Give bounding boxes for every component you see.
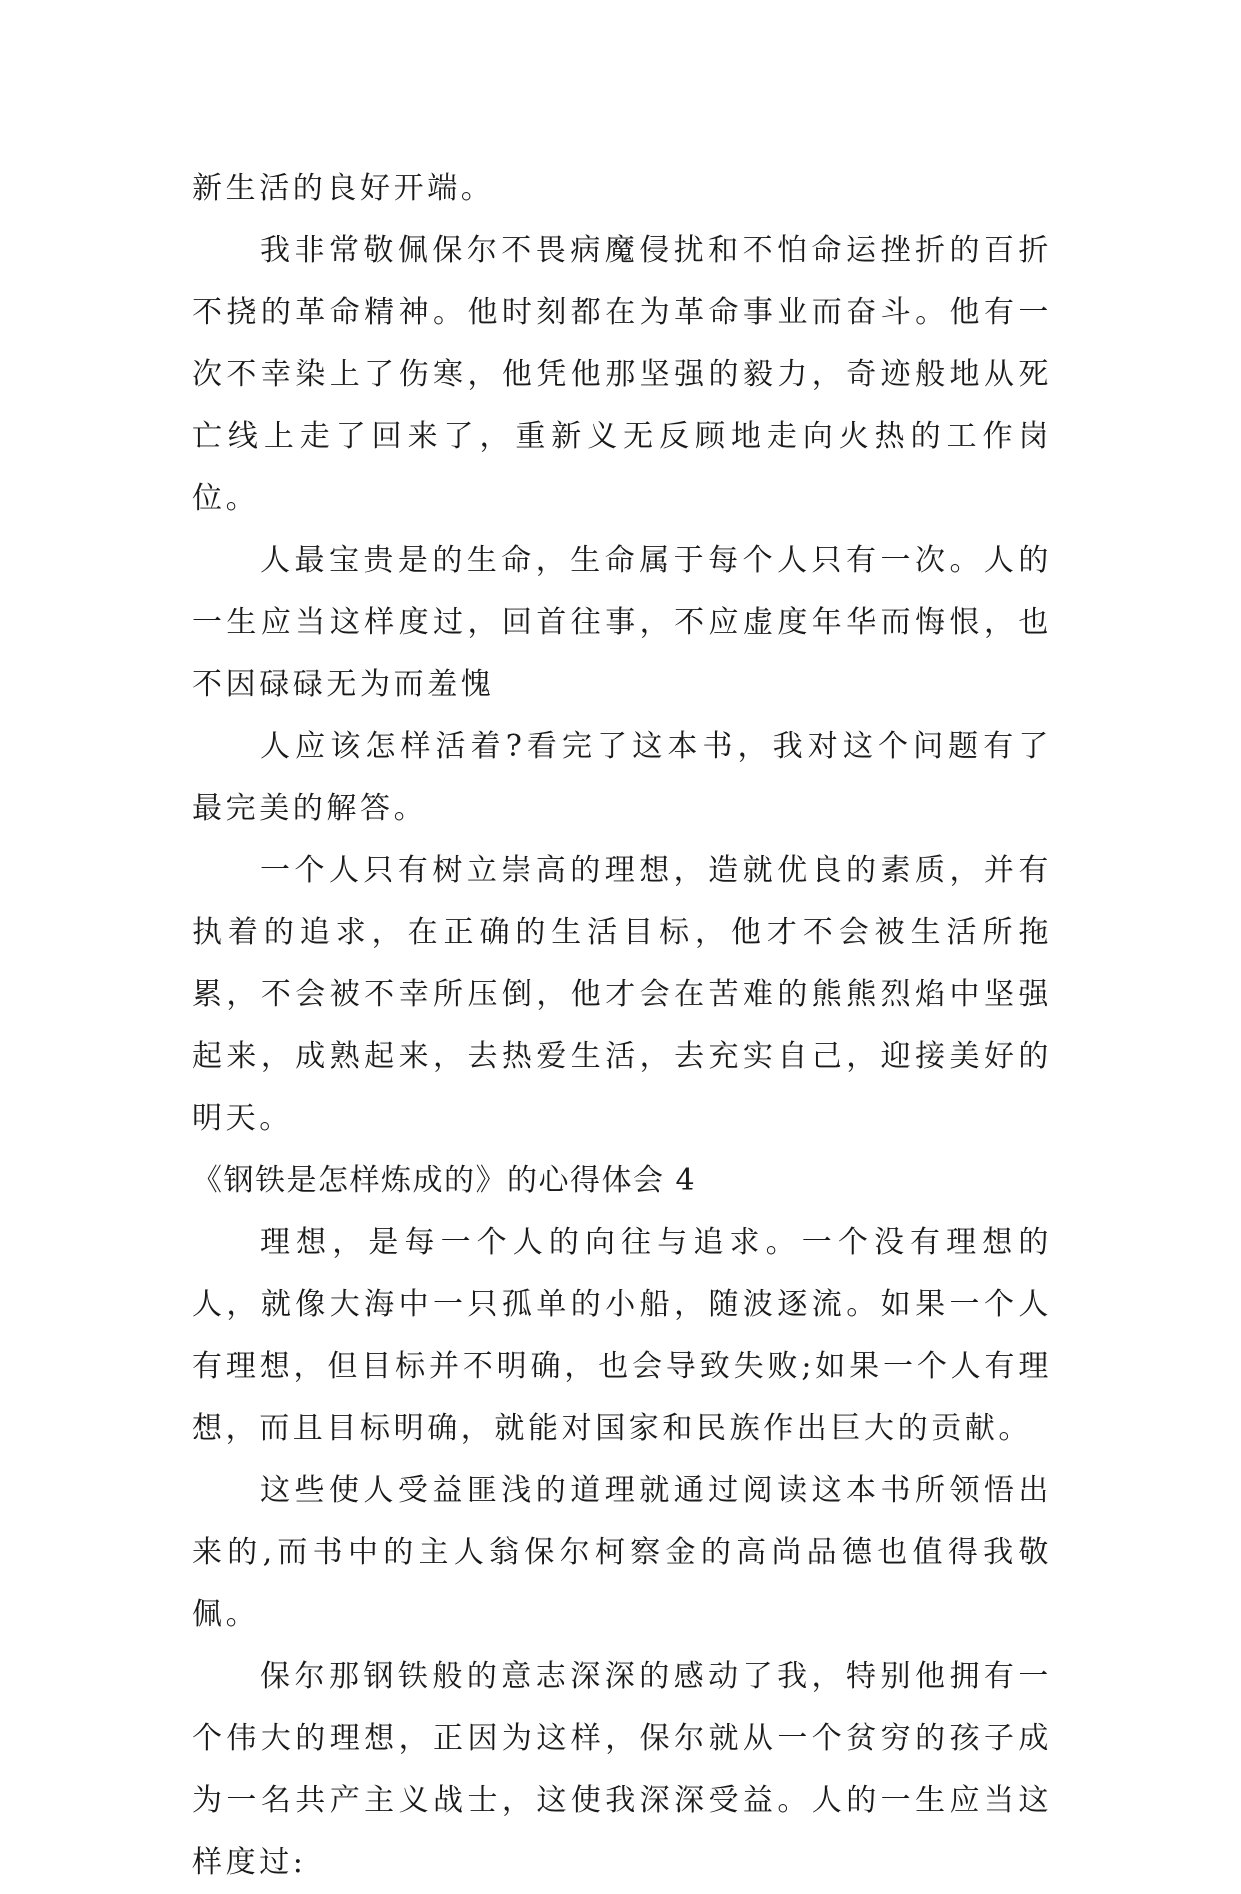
document-page: [192, 158, 1052, 1894]
paragraph: 理想，是每一个人的向往与追求。一个没有理想的人，就像大海中一只孤单的小船，随波逐流。如果一个人有理想，但目标并不明确，也会导致失败;如果一个人有理想，而且目标明确，就能对国家和民族作出巨大的贡献。: [192, 1225, 1052, 1446]
paragraph: 我非常敬佩保尔不畏病魔侵扰和不怕命运挫折的百折不挠的革命精神。他时刻都在为革命事业而奋斗。他有一次不幸染上了伤寒，他凭他那坚强的毅力，奇迹般地从死亡线上走了回来了，重新义无反顾地走向火热的工作岗位。: [192, 233, 1052, 516]
paragraph: 人最宝贵是的生命，生命属于每个人只有一次。人的一生应当这样度过，回首往事，不应虚度年华而悔恨，也不因碌碌无为而羞愧: [192, 543, 1052, 702]
paragraph: 这些使人受益匪浅的道理就通过阅读这本书所领悟出来的,而书中的主人翁保尔柯察金的高尚品德也值得我敬佩。: [192, 1473, 1052, 1632]
section-heading: 《钢铁是怎样炼成的》的心得体会 4: [192, 1163, 697, 1198]
paragraph: 一个人只有树立崇高的理想，造就优良的素质，并有执着的追求，在正确的生活目标，他才不会被生活所拖累，不会被不幸所压倒，他才会在苦难的熊熊烈焰中坚强起来，成熟起来，去热爱生活，去充实自己，迎接美好的明天。: [192, 853, 1052, 1136]
paragraph: 人应该怎样活着?看完了这本书，我对这个问题有了最完美的解答。: [192, 729, 1052, 826]
paragraph: 保尔那钢铁般的意志深深的感动了我，特别他拥有一个伟大的理想，正因为这样，保尔就从一个贫穷的孩子成为一名共产主义战士，这使我深深受益。人的一生应当这样度过:: [192, 1659, 1052, 1880]
paragraph: 新生活的良好开端。: [192, 171, 495, 206]
